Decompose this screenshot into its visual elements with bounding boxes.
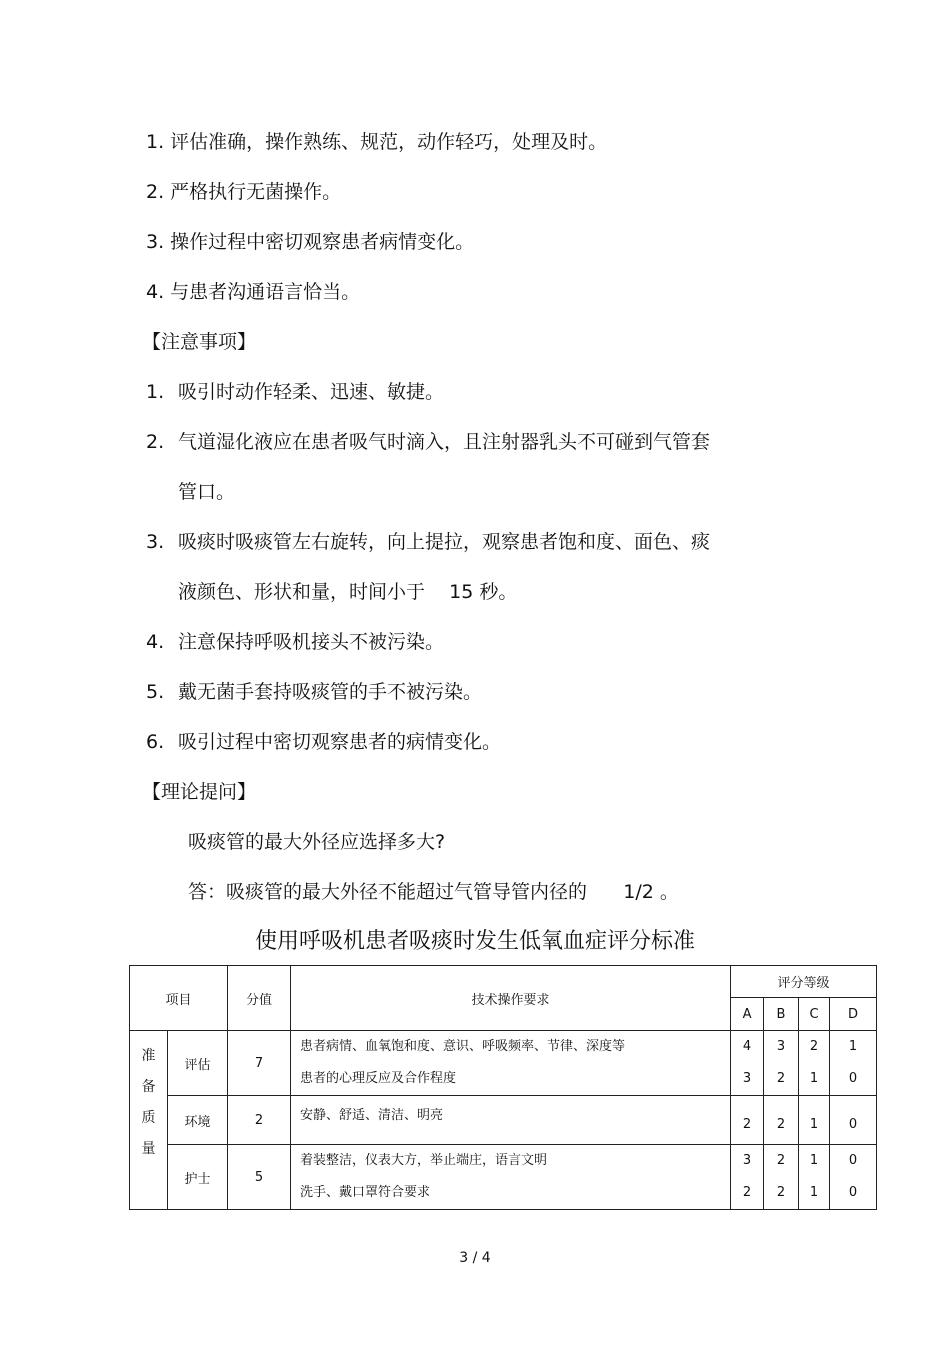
grade-d-cell: 0 xyxy=(830,1096,877,1145)
grade-a-cell: 2 xyxy=(731,1096,764,1145)
row-item: 环境 xyxy=(168,1096,228,1145)
row-item: 护士 xyxy=(168,1145,228,1210)
table-title: 使用呼吸机患者吸痰时发生低氧血症评分标准 xyxy=(254,929,695,954)
note-2-continuation: 管口。 xyxy=(178,481,236,503)
note-number: 3. xyxy=(146,531,165,553)
note-4 xyxy=(146,630,444,654)
table-row xyxy=(130,1145,877,1210)
row-score: 2 xyxy=(228,1096,291,1145)
header-grade: 评分等级 xyxy=(731,966,877,998)
note-number: 4. xyxy=(146,631,165,653)
grade-d-cell: 1 0 xyxy=(830,1031,877,1096)
note-number: 6. xyxy=(146,731,165,753)
row-requirement: 患者病情、血氧饱和度、意识、呼吸频率、节律、深度等 患者的心理反应及合作程度 xyxy=(291,1031,731,1096)
scoring-table xyxy=(129,965,877,1210)
note-1 xyxy=(146,380,444,404)
grade-a-header: A xyxy=(731,998,764,1031)
note-text: 吸痰时吸痰管左右旋转，向上提拉，观察患者饱和度、面色、痰 xyxy=(178,531,711,553)
note-text: 戴无菌手套持吸痰管的手不被污染。 xyxy=(178,681,483,703)
header-requirement: 技术操作要求 xyxy=(291,966,731,1031)
requirement-4: 4. 与患者沟通语言恰当。 xyxy=(146,281,361,303)
note-6 xyxy=(146,730,501,754)
header-item: 项目 xyxy=(130,966,228,1031)
row-requirement: 着装整洁，仪表大方，举止端庄，语言文明 洗手、戴口罩符合要求 xyxy=(291,1145,731,1210)
grade-c-header: C xyxy=(799,998,830,1031)
requirement-2: 2. 严格执行无菌操作。 xyxy=(146,181,342,203)
header-score: 分值 xyxy=(228,966,291,1031)
table-row xyxy=(130,1031,877,1096)
note-2 xyxy=(146,430,710,454)
note-3 xyxy=(146,530,710,554)
question: 吸痰管的最大外径应选择多大? xyxy=(188,831,446,853)
grade-a-cell: 4 3 xyxy=(731,1031,764,1096)
row-score: 7 xyxy=(228,1031,291,1096)
row-score: 5 xyxy=(228,1145,291,1210)
grade-a-cell: 3 2 xyxy=(731,1145,764,1210)
grade-b-cell: 2 xyxy=(764,1096,799,1145)
row-item: 评估 xyxy=(168,1031,228,1096)
note-text: 气道湿化液应在患者吸气时滴入，且注射器乳头不可碰到气管套 xyxy=(178,431,711,453)
note-text: 吸引过程中密切观察患者的病情变化。 xyxy=(178,731,502,753)
note-number: 2. xyxy=(146,431,165,453)
grade-b-header: B xyxy=(764,998,799,1031)
requirement-1: 1. 评估准确，操作熟练、规范，动作轻巧，处理及时。 xyxy=(146,131,608,153)
requirement-3: 3. 操作过程中密切观察患者病情变化。 xyxy=(146,231,475,253)
grade-d-cell: 0 0 xyxy=(830,1145,877,1210)
section-label: 准 备 质 量 xyxy=(130,1031,168,1210)
note-number: 1. xyxy=(146,381,165,403)
grade-c-cell: 1 xyxy=(799,1096,830,1145)
grade-d-header: D xyxy=(830,998,877,1031)
answer: 答：吸痰管的最大外径不能超过气管导管内径的 1/2 。 xyxy=(188,881,679,903)
table-row xyxy=(130,1096,877,1145)
note-text: 注意保持呼吸机接头不被污染。 xyxy=(178,631,445,653)
row-requirement: 安静、舒适、清洁、明亮 xyxy=(291,1096,731,1145)
note-text: 吸引时动作轻柔、迅速、敏捷。 xyxy=(178,381,445,403)
note-3-continuation: 液颜色、形状和量，时间小于 15 秒。 xyxy=(178,581,518,603)
page-number: 3 / 4 xyxy=(459,1250,491,1266)
note-number: 5. xyxy=(146,681,165,703)
grade-c-cell: 1 1 xyxy=(799,1145,830,1210)
grade-b-cell: 3 2 xyxy=(764,1031,799,1096)
notes-heading: 【注意事项】 xyxy=(142,331,257,353)
theory-heading: 【理论提问】 xyxy=(142,781,257,803)
grade-c-cell: 2 1 xyxy=(799,1031,830,1096)
note-5 xyxy=(146,680,482,704)
grade-b-cell: 2 2 xyxy=(764,1145,799,1210)
